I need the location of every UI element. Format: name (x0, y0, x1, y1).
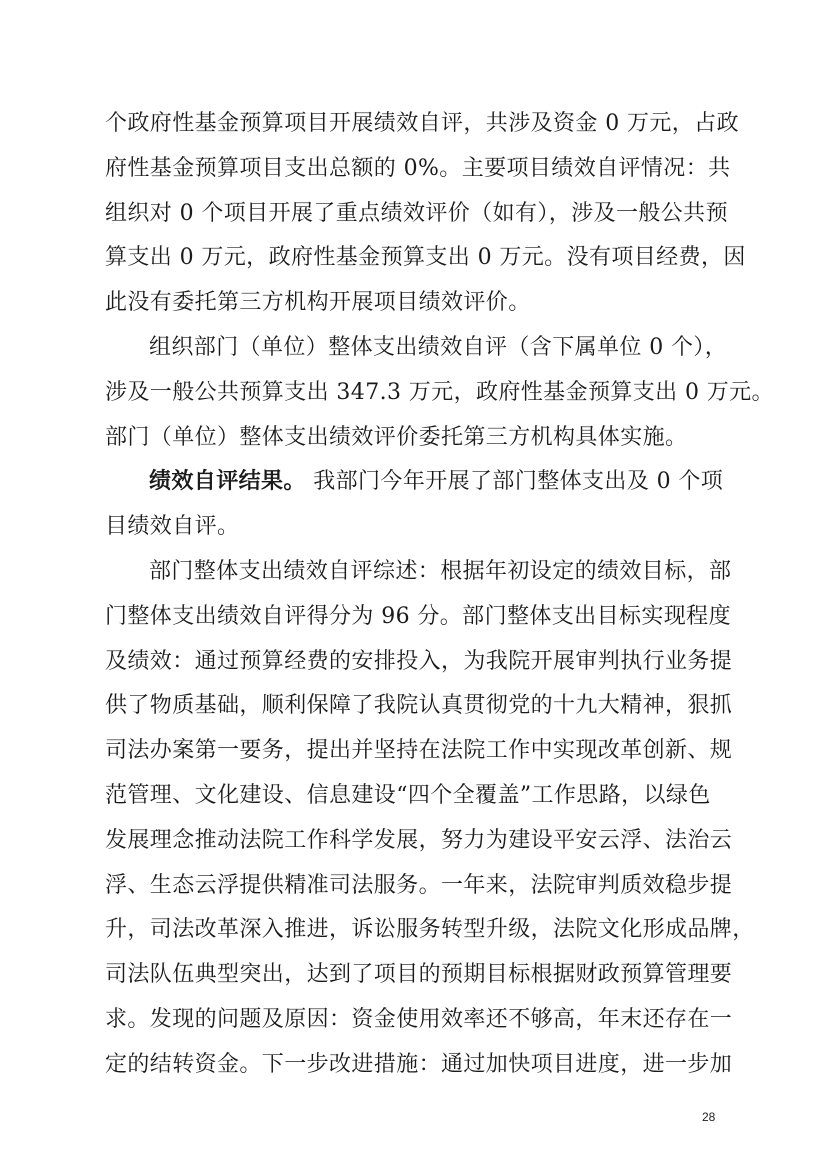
text-line: 组织部门（单位）整体支出绩效自评（含下属单位 0 个）， (149, 334, 728, 360)
text-line: 范管理、文化建设、信息建设“四个全覆盖”工作思路，以绿色 (105, 782, 711, 808)
text-line: 个政府性基金预算项目开展绩效自评，共涉及资金 0 万元，占政 (105, 111, 739, 136)
text-line: 门整体支出绩效自评得分为 96 分。部门整体支出目标实现程度 (105, 603, 731, 629)
text-line: 浮、生态云浮提供精准司法服务。一年来，法院审判质效稳步提 (105, 872, 733, 898)
text-line: 司法队伍典型突出，达到了项目的预期目标根据财政预算管理要 (105, 962, 733, 988)
text-line: 目绩效自评。 (105, 514, 240, 540)
text-line: 此没有委托第三方机构开展项目绩效评价。 (105, 290, 531, 316)
text-line: 升，司法改革深入推进，诉讼服务转型升级，法院文化形成品牌， (105, 917, 755, 943)
page-number: 28 (702, 1110, 716, 1124)
text-line: 定的结转资金。下一步改进措施：通过加快项目进度，进一步加 (105, 1051, 733, 1077)
text-line: 部门（单位）整体支出绩效评价委托第三方机构具体实施。 (105, 424, 688, 450)
text-line: 及绩效：通过预算经费的安排投入，为我院开展审判执行业务提 (105, 648, 733, 674)
body-text (105, 102, 774, 1088)
text-line: 组织对 0 个项目开展了重点绩效评价（如有），涉及一般公共预 (105, 200, 728, 226)
text-line: 司法办案第一要务，提出并坚持在法院工作中实现改革创新、规 (105, 738, 733, 764)
text-line: 发展理念推动法院工作科学发展，努力为建设平安云浮、法治云 (105, 827, 733, 853)
text-line: 部门整体支出绩效自评综述：根据年初设定的绩效目标，部 (149, 558, 732, 584)
text-line: 府性基金预算项目支出总额的 0%。主要项目绩效自评情况：共 (105, 155, 731, 181)
results-paragraph-first-line (105, 460, 727, 505)
section-heading-results: 绩效自评结果。 (149, 469, 306, 495)
text-line: 求。发现的问题及原因：资金使用效率还不够高，年末还存在一 (105, 1006, 733, 1032)
text-line-fragment: 我部门今年开展了部门整体支出及 0 个项 (313, 469, 724, 495)
text-line: 算支出 0 万元，政府性基金预算支出 0 万元。没有项目经费，因 (105, 245, 746, 271)
text-line: 供了物质基础，顺利保障了我院认真贯彻党的十九大精神，狠抓 (105, 693, 733, 719)
text-line: 涉及一般公共预算支出 347.3 万元，政府性基金预算支出 0 万元。 (105, 379, 774, 405)
